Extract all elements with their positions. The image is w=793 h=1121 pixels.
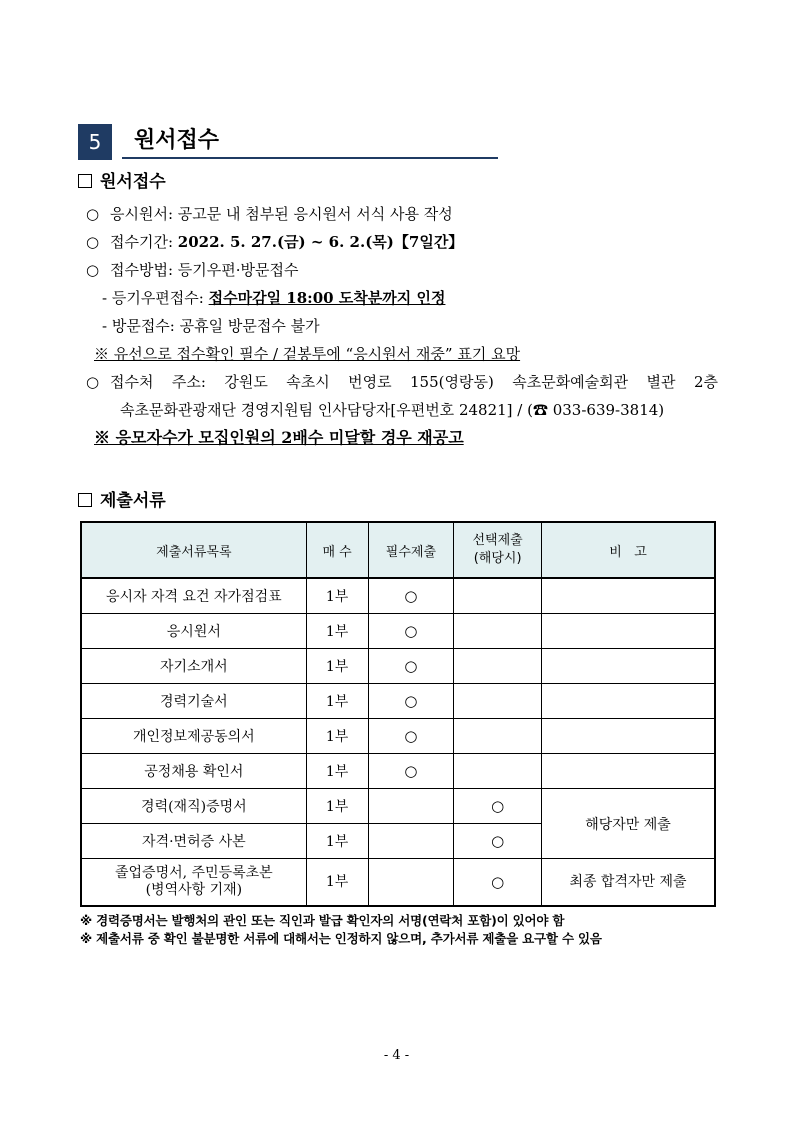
circle-bullet-icon: ○ — [86, 205, 100, 223]
section-title: 원서접수 — [134, 128, 220, 153]
doc-count: 1부 — [306, 719, 368, 754]
header-required: 필수제출 — [368, 522, 454, 578]
doc-remark — [541, 649, 715, 684]
circle-bullet-icon: ○ — [86, 261, 100, 279]
table-row — [81, 578, 715, 614]
subsection-title-documents: 제출서류 — [78, 489, 166, 513]
doc-name: 응시자 자격 요건 자가점검표 — [81, 578, 306, 614]
header-count: 매 수 — [306, 522, 368, 578]
section-header — [78, 124, 498, 160]
doc-count: 1부 — [306, 859, 368, 907]
doc-name: 경력기술서 — [81, 684, 306, 719]
table-row — [81, 684, 715, 719]
subsection-title-application: 원서접수 — [78, 170, 166, 194]
mail-deadline: 접수마감일 18:00 도착분까지 인정 — [208, 289, 446, 307]
note-unclear-documents: ※ 제출서류 중 확인 불분명한 서류에 대해서는 인정하지 않으며, 추가서류 제출을 요구할 수 있음 — [80, 931, 602, 946]
optional-mark — [454, 719, 542, 754]
optional-mark: ○ — [454, 789, 542, 824]
repost-note: ※ 응모자수가 모집인원의 2배수 미달할 경우 재공고 — [94, 428, 464, 447]
doc-count: 1부 — [306, 789, 368, 824]
header-optional: 선택제출 (해당시) — [454, 522, 542, 578]
item-application-form: ○ 응시원서: 공고문 내 첨부된 응시원서 서식 사용 작성 — [86, 205, 453, 223]
table-row — [81, 614, 715, 649]
required-mark — [368, 789, 454, 824]
required-mark: ○ — [368, 719, 454, 754]
doc-name: 응시원서 — [81, 614, 306, 649]
required-mark: ○ — [368, 684, 454, 719]
section-number: 5 — [78, 124, 112, 160]
doc-count: 1부 — [306, 614, 368, 649]
circle-bullet-icon: ○ — [86, 373, 100, 391]
page-number: - 4 - — [383, 1048, 410, 1063]
documents-table — [80, 521, 716, 907]
optional-mark: ○ — [454, 824, 542, 859]
table-row — [81, 859, 715, 907]
item-visit: - 방문접수: 공휴일 방문접수 불가 — [102, 317, 320, 335]
address-line2: 속초문화관광재단 경영지원팀 인사담당자[우편번호 24821] / (☎ 033-639-3814) — [120, 401, 665, 419]
doc-name: 자기소개서 — [81, 649, 306, 684]
doc-name: 경력(재직)증명서 — [81, 789, 306, 824]
optional-mark — [454, 754, 542, 789]
doc-name: 졸업증명서, 주민등록초본 (병역사항 기재) — [81, 859, 306, 907]
required-mark: ○ — [368, 578, 454, 614]
doc-remark — [541, 614, 715, 649]
doc-remark — [541, 754, 715, 789]
phone-note: ※ 유선으로 접수확인 필수 / 겉봉투에 “응시원서 재중” 표기 요망 — [94, 345, 521, 363]
optional-mark — [454, 684, 542, 719]
doc-name: 자격·면허증 사본 — [81, 824, 306, 859]
doc-remark: 해당자만 제출 — [541, 789, 715, 859]
required-mark: ○ — [368, 649, 454, 684]
circle-bullet-icon: ○ — [86, 233, 100, 251]
doc-remark — [541, 684, 715, 719]
table-row — [81, 719, 715, 754]
required-mark — [368, 824, 454, 859]
optional-mark: ○ — [454, 859, 542, 907]
doc-count: 1부 — [306, 578, 368, 614]
doc-remark — [541, 719, 715, 754]
table-row — [81, 789, 715, 824]
item-address: ○ 접수처 주소: 강원도 속초시 번영로 155(영랑동) 속초문화예술회관 별관 2층 — [86, 373, 718, 391]
item-period: ○ 접수기간: 2022. 5. 27.(금) ~ 6. 2.(목)【7일간】 — [86, 233, 464, 251]
doc-count: 1부 — [306, 649, 368, 684]
table-header-row — [81, 522, 715, 578]
section-underline — [122, 157, 498, 159]
table-row — [81, 754, 715, 789]
optional-mark — [454, 614, 542, 649]
square-bullet-icon — [78, 174, 92, 188]
item-method: ○ 접수방법: 등기우편·방문접수 — [86, 261, 299, 279]
period-value: 2022. 5. 27.(금) ~ 6. 2.(목)【7일간】 — [177, 233, 464, 251]
doc-count: 1부 — [306, 754, 368, 789]
required-mark: ○ — [368, 614, 454, 649]
doc-count: 1부 — [306, 824, 368, 859]
doc-name: 공정채용 확인서 — [81, 754, 306, 789]
note-career-certificate: ※ 경력증명서는 발행처의 관인 또는 직인과 발급 확인자의 서명(연락처 포함)이 있어야 함 — [80, 913, 565, 928]
header-document-list: 제출서류목록 — [81, 522, 306, 578]
square-bullet-icon — [78, 493, 92, 507]
optional-mark — [454, 578, 542, 614]
required-mark: ○ — [368, 754, 454, 789]
item-mail: - 등기우편접수: 접수마감일 18:00 도착분까지 인정 — [102, 289, 446, 307]
header-remarks: 비 고 — [541, 522, 715, 578]
optional-mark — [454, 649, 542, 684]
required-mark — [368, 859, 454, 907]
doc-count: 1부 — [306, 684, 368, 719]
doc-remark: 최종 합격자만 제출 — [541, 859, 715, 907]
doc-name: 개인정보제공동의서 — [81, 719, 306, 754]
doc-remark — [541, 578, 715, 614]
table-row — [81, 649, 715, 684]
